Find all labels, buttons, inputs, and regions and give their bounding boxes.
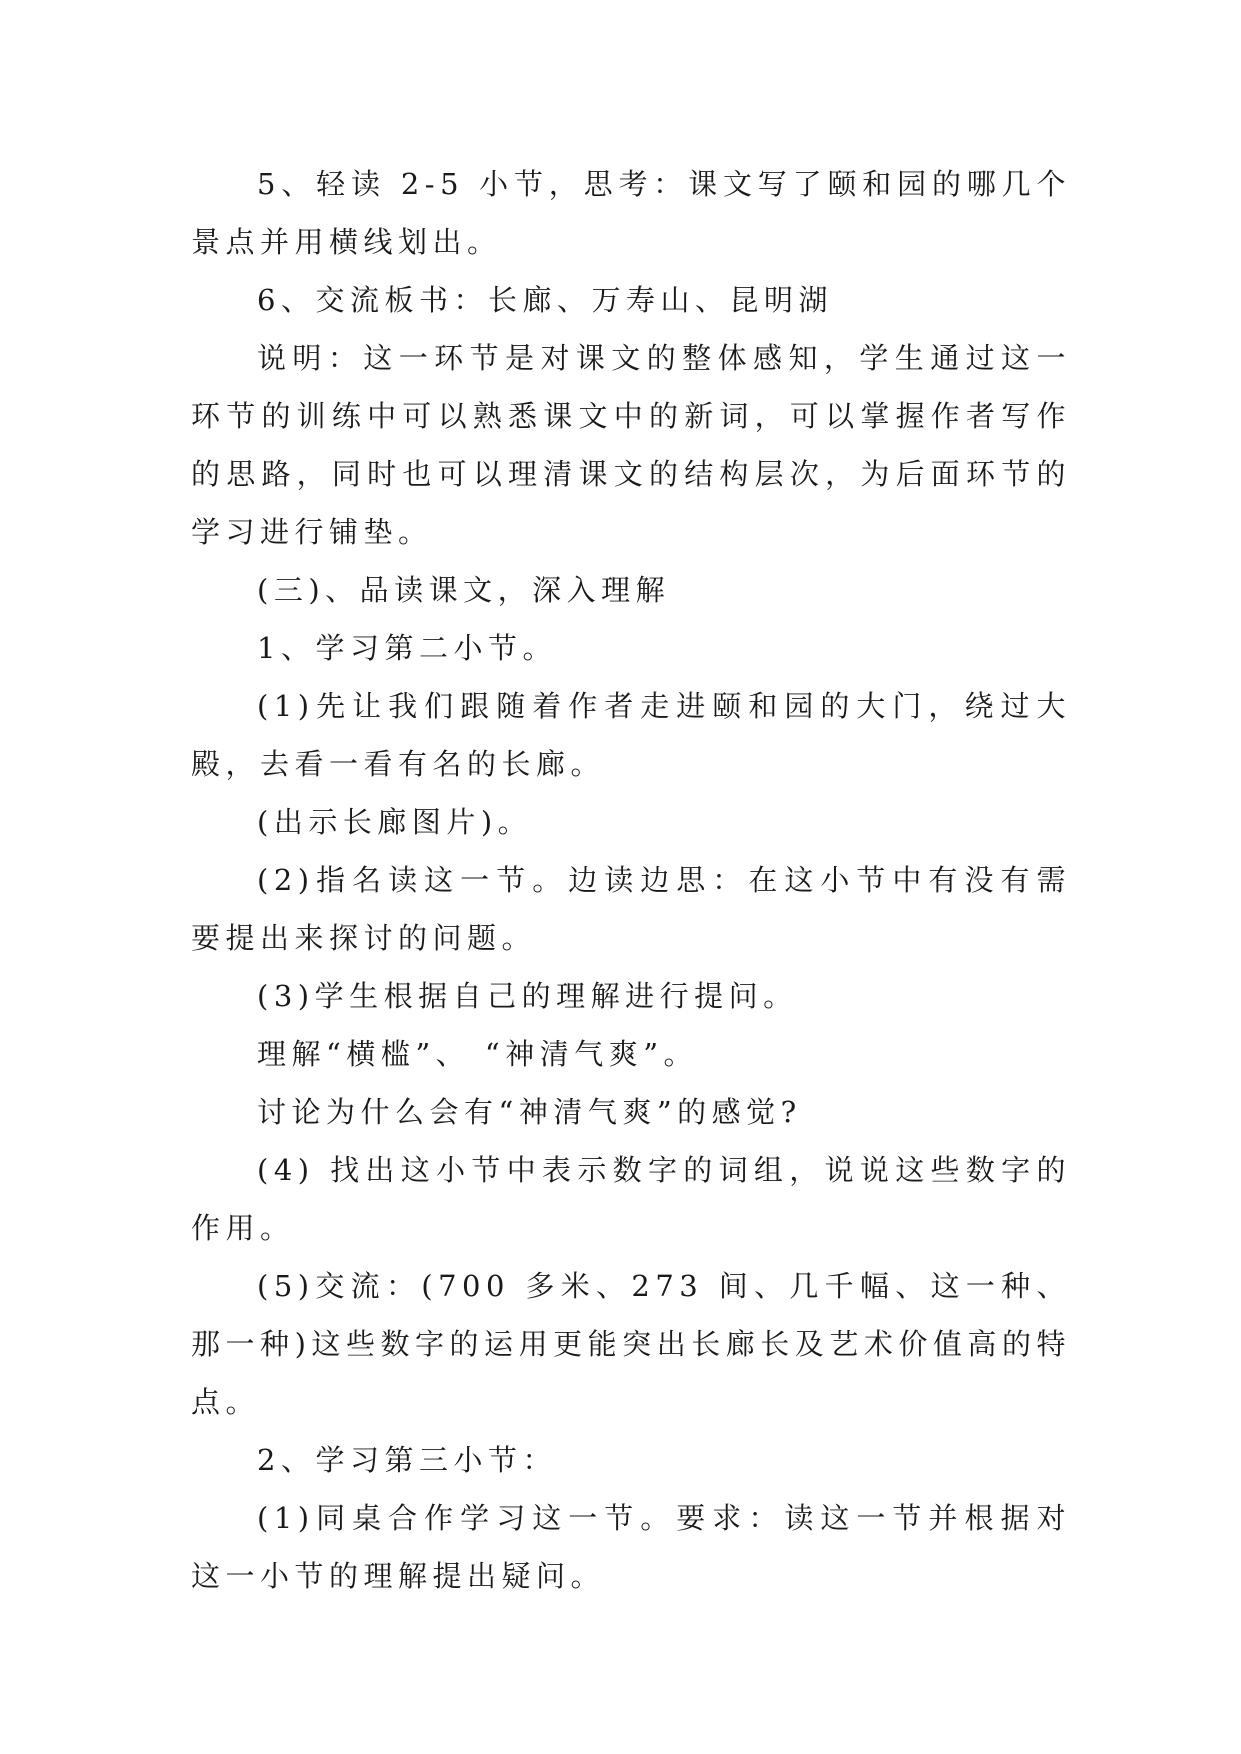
paragraph-explanation: 说明：这一环节是对课文的整体感知，学生通过这一环节的训练中可以熟悉课文中的新词，可以掌握作者写作的思路，同时也可以理清课文的结构层次，为后面环节的学习进行铺垫。	[191, 341, 1071, 549]
paragraph-item-5: (5)交流：(700 多米、273 间、几千幅、这一种、那一种)这些数字的运用更能突出长廊长及艺术价值高的特点。	[191, 1269, 1071, 1419]
paragraph-item-4: (4) 找出这小节中表示数字的词组，说说这些数字的作用。	[191, 1153, 1071, 1245]
paragraph-understand-words: 理解“横槛”、 “神清气爽”。	[257, 1037, 699, 1071]
paragraph-learn-section-2: 1、学习第二小节。	[257, 631, 557, 665]
paragraph-item-3: (3)学生根据自己的理解进行提问。	[257, 979, 798, 1013]
paragraph-item-2: (2)指名读这一节。边读边思：在这小节中有没有需要提出来探讨的问题。	[191, 863, 1071, 955]
paragraph-show-picture: (出示长廊图片)。	[257, 805, 533, 839]
paragraph-section-3-item-1: (1)同桌合作学习这一节。要求：读这一节并根据对这一小节的理解提出疑问。	[191, 1501, 1071, 1593]
paragraph-discussion: 讨论为什么会有“神清气爽”的感觉?	[257, 1095, 802, 1129]
document-body	[191, 155, 1071, 1605]
paragraph-item-1: (1)先让我们跟随着作者走进颐和园的大门，绕过大殿，去看一看有名的长廊。	[191, 689, 1071, 781]
paragraph-step-6: 6、交流板书：长廊、万寿山、昆明湖	[257, 283, 833, 317]
paragraph-step-5: 5、轻读 2-5 小节，思考：课文写了颐和园的哪几个景点并用横线划出。	[191, 167, 1071, 259]
paragraph-learn-section-3: 2、学习第三小节：	[257, 1443, 557, 1477]
section-heading-3: (三)、品读课文，深入理解	[257, 573, 671, 607]
